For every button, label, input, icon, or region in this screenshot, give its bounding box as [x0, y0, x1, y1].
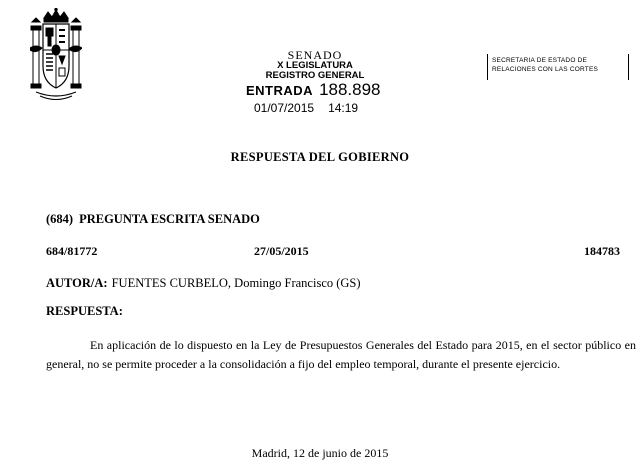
stamp-entry-number: 188.898	[319, 80, 381, 99]
stamp-entry-label: ENTRADA	[246, 83, 314, 98]
response-label: RESPUESTA:	[46, 304, 123, 318]
document-title: RESPUESTA DEL GOBIERNO	[230, 150, 410, 164]
question-date: 27/05/2015	[254, 244, 309, 258]
response-paragraph: En aplicación de lo dispuesto en la Ley de Presupuestos Generales del Estado para 2015, en el sector público en general, no se permite proceder a la consolidación a fijo del empleo temporal, durante el presente ejercicio.	[46, 338, 636, 371]
stamp-registry: REGISTRO GENERAL	[265, 70, 365, 81]
question-number: (684)	[46, 212, 74, 226]
secretaria-line-1: SECRETARIA DE ESTADO DE	[492, 57, 588, 64]
stamp-datetime	[254, 101, 358, 115]
secretaria-line-2: RELACIONES CON LAS CORTES	[492, 65, 599, 73]
stamp-entry-row	[246, 80, 396, 100]
stamp-time: 14:19	[328, 101, 359, 115]
author-line	[46, 276, 361, 291]
secretaria-box	[487, 54, 629, 80]
question-heading	[46, 212, 260, 227]
stamp-institution: SENADO	[287, 48, 343, 62]
question-type: PREGUNTA ESCRITA SENADO	[79, 212, 260, 226]
file-number: 184783	[584, 244, 620, 258]
place-date: Madrid, 12 de junio de 2015	[251, 446, 389, 460]
author-name: FUENTES CURBELO, Domingo Francisco (GS)	[111, 276, 361, 290]
stamp-date: 01/07/2015	[254, 101, 315, 115]
author-label: AUTOR/A:	[46, 276, 108, 290]
reference-number: 684/81772	[46, 244, 98, 258]
stamp-legislature: X LEGISLATURA	[277, 60, 353, 71]
response-body	[46, 336, 636, 374]
coat-of-arms-icon	[30, 8, 82, 104]
